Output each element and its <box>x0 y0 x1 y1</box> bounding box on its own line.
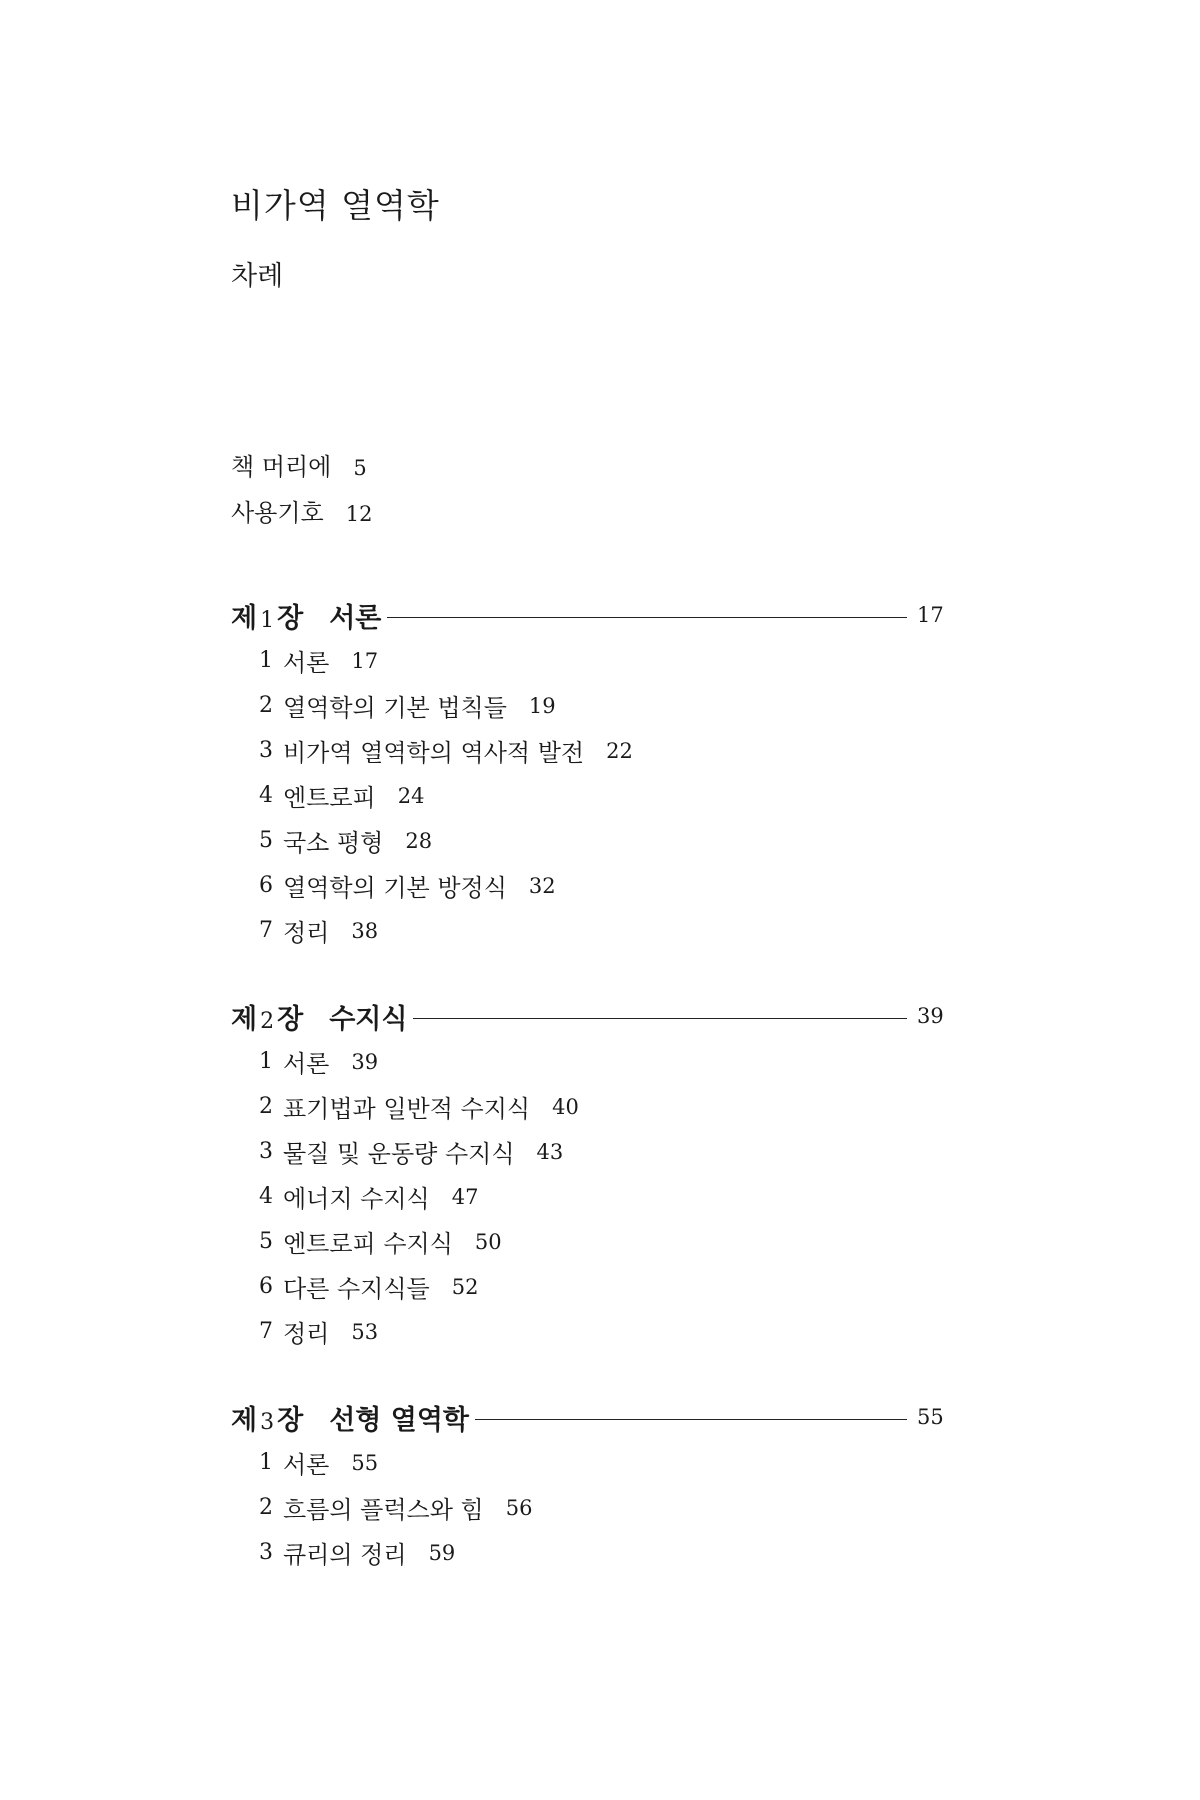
chapter-leader-line <box>387 617 907 618</box>
section-number: 6 <box>259 873 273 898</box>
section-item <box>259 683 951 728</box>
section-title: 물질 및 운동량 수지식 <box>283 1140 515 1168</box>
section-item <box>259 638 951 683</box>
front-matter-list <box>231 447 991 539</box>
front-matter-item <box>231 493 991 539</box>
section-page-number: 28 <box>405 828 433 853</box>
section-title: 열역학의 기본 법칙들 <box>283 694 507 722</box>
section-item <box>259 1219 951 1264</box>
section-title: 서론 <box>283 1050 330 1078</box>
book-title: 비가역 열역학 <box>231 186 440 225</box>
front-matter-title: 책 머리에 <box>231 453 332 481</box>
section-number: 3 <box>259 1540 273 1565</box>
chapter-label <box>231 997 303 1036</box>
chapter-title: 선형 열역학 <box>329 1404 469 1436</box>
section-number: 2 <box>259 1495 273 1520</box>
section-number: 3 <box>259 1139 273 1164</box>
section-number: 2 <box>259 1094 273 1119</box>
chapter <box>231 1394 951 1575</box>
front-matter-page: 12 <box>345 502 373 526</box>
section-title: 표기법과 일반적 수지식 <box>283 1095 531 1123</box>
chapter-list <box>231 592 951 1615</box>
section-title: 국소 평형 <box>283 829 384 857</box>
section-number: 4 <box>259 1184 273 1209</box>
chapter-heading <box>231 592 951 638</box>
section-page-number: 53 <box>351 1319 379 1344</box>
section-title: 큐리의 정리 <box>283 1541 407 1569</box>
chapter-page-number: 39 <box>917 1004 944 1028</box>
section-item <box>259 728 951 773</box>
section-item <box>259 1174 951 1219</box>
chapter-label <box>231 596 303 635</box>
section-title: 서론 <box>283 1451 330 1479</box>
section-title: 흐름의 플럭스와 힘 <box>283 1496 484 1524</box>
chapter <box>231 993 951 1354</box>
chapter-heading <box>231 1394 951 1440</box>
section-number: 4 <box>259 783 273 808</box>
section-item <box>259 1129 951 1174</box>
section-title: 엔트로피 <box>283 784 376 812</box>
section-item <box>259 1440 951 1485</box>
section-list <box>259 1440 951 1575</box>
section-title: 정리 <box>283 919 330 947</box>
front-matter-page: 5 <box>353 456 367 480</box>
section-page-number: 47 <box>451 1184 479 1209</box>
chapter-leader-line <box>475 1419 907 1420</box>
section-item <box>259 773 951 818</box>
section-number: 2 <box>259 693 273 718</box>
section-page-number: 22 <box>606 738 633 763</box>
chapter-suffix: 장 <box>277 1003 304 1035</box>
section-page-number: 52 <box>451 1274 479 1299</box>
chapter-title: 서론 <box>329 602 382 634</box>
section-title: 다른 수지식들 <box>283 1275 430 1303</box>
section-page-number: 38 <box>351 918 379 943</box>
section-item <box>259 1084 951 1129</box>
chapter-number: 1 <box>260 607 275 633</box>
section-title: 서론 <box>283 649 330 677</box>
section-page-number: 50 <box>474 1229 502 1254</box>
section-number: 1 <box>259 648 273 673</box>
front-matter-title: 사용기호 <box>231 499 324 527</box>
chapter-prefix: 제 <box>231 1003 258 1035</box>
chapter-page-number: 17 <box>917 603 944 627</box>
section-page-number: 43 <box>536 1139 564 1164</box>
section-number: 5 <box>259 828 273 853</box>
section-number: 5 <box>259 1229 273 1254</box>
section-number: 1 <box>259 1450 273 1475</box>
chapter-suffix: 장 <box>277 602 304 634</box>
chapter-prefix: 제 <box>231 1404 258 1436</box>
section-title: 에너지 수지식 <box>283 1185 430 1213</box>
section-page-number: 55 <box>351 1450 379 1475</box>
section-list <box>259 638 951 953</box>
section-title: 정리 <box>283 1320 330 1348</box>
chapter-number: 2 <box>260 1008 275 1034</box>
section-page-number: 59 <box>428 1540 456 1565</box>
chapter-leader-line <box>413 1018 907 1019</box>
section-number: 1 <box>259 1049 273 1074</box>
toc-heading: 차례 <box>231 261 284 292</box>
chapter <box>231 592 951 953</box>
section-number: 7 <box>259 1319 273 1344</box>
section-page-number: 17 <box>351 648 379 673</box>
section-item <box>259 1264 951 1309</box>
section-page-number: 40 <box>552 1094 579 1119</box>
section-page-number: 24 <box>397 783 425 808</box>
section-page-number: 39 <box>351 1049 379 1074</box>
chapter-number: 3 <box>260 1409 275 1435</box>
chapter-suffix: 장 <box>277 1404 304 1436</box>
section-page-number: 32 <box>528 873 556 898</box>
section-number: 3 <box>259 738 273 763</box>
section-item <box>259 1309 951 1354</box>
section-item <box>259 1039 951 1084</box>
section-item <box>259 1485 951 1530</box>
section-title: 엔트로피 수지식 <box>283 1230 453 1258</box>
section-item <box>259 1530 951 1575</box>
section-number: 6 <box>259 1274 273 1299</box>
section-page-number: 19 <box>528 693 556 718</box>
section-page-number: 56 <box>505 1495 533 1520</box>
section-number: 7 <box>259 918 273 943</box>
section-item <box>259 908 951 953</box>
section-title: 비가역 열역학의 역사적 발전 <box>283 739 585 767</box>
chapter-page-number: 55 <box>917 1405 944 1429</box>
section-list <box>259 1039 951 1354</box>
section-item <box>259 818 951 863</box>
chapter-heading <box>231 993 951 1039</box>
chapter-title: 수지식 <box>329 1003 408 1035</box>
chapter-prefix: 제 <box>231 602 258 634</box>
front-matter-item <box>231 447 991 493</box>
chapter-label <box>231 1398 303 1437</box>
section-item <box>259 863 951 908</box>
section-title: 열역학의 기본 방정식 <box>283 874 507 902</box>
